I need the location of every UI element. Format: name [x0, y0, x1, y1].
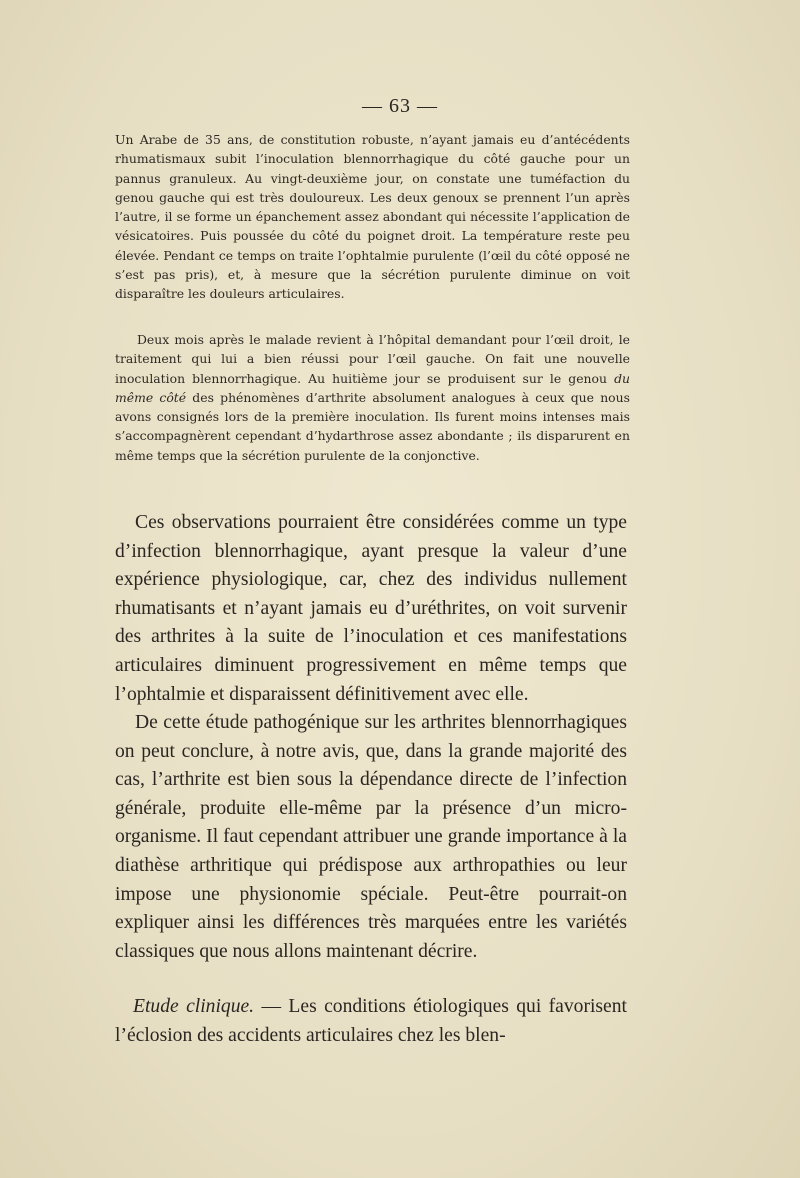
observation-2: [115, 330, 630, 465]
paragraph-observations-text: Ces observations pourraient être considérées comme un type d’infection blennorrhagique, ayant presque la valeur d’une expérience physiologique, car, chez des individus nullement rhumatisants et n’ayant jamais eu d’uréthrites, on voit survenir des arthrites à la suite de l’inoculation et ces manifestations articulaires diminuent progressivement en même temps que l’ophtalmie et disparaissent définitivement avec elle.: [115, 512, 627, 705]
observation-2-italic-emphasis: du même côté: [115, 370, 630, 405]
paragraph-etude-clinique: [115, 993, 627, 1050]
observation-2-text-start: Deux mois après le malade revient à l’hôpital demandant pour l’œil droit, le traitement qui lui a bien réussi pour l’œil gauche. On fait une nouvelle inoculation blennorrhagique. Au huitième jour se produisent sur le genou: [115, 332, 630, 386]
observation-1-text: Un Arabe de 35 ans, de constitution robuste, n’ayant jamais eu d’antécédents rhumatismaux subit l’inoculation blennorrhagique du côté gauche pour un pannus granuleux. Au vingt-deuxième jour, on constate une tuméfaction du genou gauche qui est très douloureux. Les deux genoux se prennent l’un après l’autre, il se forme un épanchement assez abondant qui nécessite l’application de vésicatoires. Puis poussée du côté du poignet droit. La température reste peu élevée. Pendant ce temps on traite l’ophtalmie purulente (l’œil du côté opposé ne s’est pas pris), et, à mesure que la sécrétion purulente diminue on voit disparaître les douleurs articulaires.: [115, 132, 630, 302]
paragraph-conclusion: [115, 709, 627, 966]
observation-1: [115, 130, 630, 304]
page-number: — 63 —: [362, 95, 438, 117]
paragraph-etude-clinique-text: — Les conditions étiologiques qui favorisent l’éclosion des accidents articulaires chez les blen-: [115, 996, 627, 1046]
paragraph-etude-clinique-body: [115, 993, 627, 1050]
paragraph-conclusion-text: De cette étude pathogénique sur les arthrites blennorrhagiques on peut conclure, à notre avis, que, dans la grande majorité des cas, l’arthrite est bien sous la dépendance directe de l’infection générale, produite elle-même par la présence d’un micro-organisme. Il faut cependant attribuer une grande importance à la diathèse arthritique qui prédispose aux arthropathies ou leur impose une physionomie spéciale. Peut-être pourrait-on expliquer ainsi les différences très marquées entre les variétés classiques que nous allons maintenant décrire.: [115, 712, 627, 962]
section-heading-etude-clinique: Etude clinique.: [133, 996, 255, 1017]
observation-2-paragraph: [115, 330, 630, 465]
observation-2-text-end: des phénomènes d’arthrite absolument analogues à ceux que nous avons consignés lors de la première inoculation. Ils furent moins intenses mais s’accompagnèrent cependant d’hydarthrose assez abondante ; ils disparurent en même temps que la sécrétion purulente de la conjonctive.: [115, 389, 630, 463]
paragraph-observations: [115, 509, 627, 709]
